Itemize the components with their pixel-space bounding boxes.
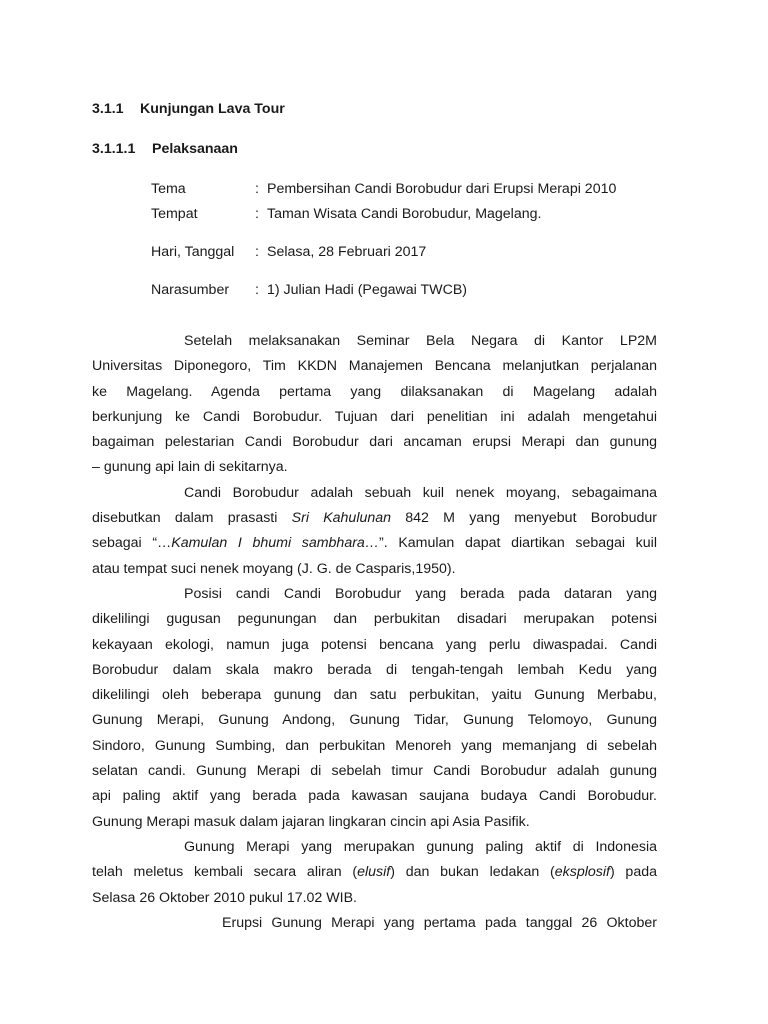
line-text: sebagai “… xyxy=(92,535,172,552)
info-value: Taman Wisata Candi Borobudur, Magelang. xyxy=(267,206,542,222)
line-text: ) pada xyxy=(609,864,657,881)
paragraph-line: Sindoro, Gunung Sumbing, dan perbukitan Menoreh yang memanjang di sebelah xyxy=(92,737,657,754)
info-label: Narasumber xyxy=(151,282,230,298)
line-text: ”. Kamulan dapat diartikan sebagai kuil xyxy=(379,535,657,552)
section-heading-3-1-1 xyxy=(92,101,285,117)
paragraph-line: dikelilingi gugusan pegunungan dan perbukitan disadari merupakan potensi xyxy=(92,611,657,628)
info-label: Tempat xyxy=(151,206,198,222)
info-separator: : xyxy=(255,244,259,260)
info-row-tempat xyxy=(151,206,541,222)
paragraph-line: dikelilingi oleh beberapa gunung dan satu perbukitan, yaitu Gunung Merbabu, xyxy=(92,687,657,704)
paragraph-line: Setelah melaksanakan Seminar Bela Negara di Kantor LP2M xyxy=(184,333,657,349)
paragraph-line xyxy=(92,531,657,556)
paragraph-line: Erupsi Gunung Merapi yang pertama pada tanggal 26 Oktober xyxy=(222,914,657,931)
paragraph-line: Posisi candi Candi Borobudur yang berada pada dataran yang xyxy=(184,585,657,602)
paragraph-line: Candi Borobudur adalah sebuah kuil nenek moyang, sebagaimana xyxy=(184,484,657,501)
italic-term: elusif xyxy=(357,864,391,881)
info-row-tema xyxy=(151,181,616,197)
paragraph-line: atau tempat suci nenek moyang (J. G. de Casparis,1950). xyxy=(92,560,456,577)
section-number: 3.1.1.1 xyxy=(92,141,136,157)
info-row-hari-tanggal xyxy=(151,244,426,260)
paragraph-line: api paling aktif yang berada pada kawasan saujana budaya Candi Borobudur. xyxy=(92,788,657,805)
paragraph-line: – gunung api lain di sekitarnya. xyxy=(92,459,288,476)
paragraph-line: bagaiman pelestarian Candi Borobudur dari ancaman erupsi Merapi dan gunung xyxy=(92,434,657,451)
paragraph-line: selatan candi. Gunung Merapi di sebelah timur Candi Borobudur adalah gunung xyxy=(92,763,657,780)
info-label: Hari, Tanggal xyxy=(151,244,235,260)
paragraph-line xyxy=(92,860,657,885)
paragraph-line: berkunjung ke Candi Borobudur. Tujuan dari penelitian ini adalah mengetahui xyxy=(92,408,657,425)
info-label: Tema xyxy=(151,181,186,197)
paragraph-line: Gunung Merapi masuk dalam jajaran lingkaran cincin api Asia Pasifik. xyxy=(92,813,530,830)
paragraph-line: Borobudur dalam skala makro berada di tengah-tengah lembah Kedu yang xyxy=(92,661,657,678)
section-number: 3.1.1 xyxy=(92,101,124,117)
line-text: telah meletus kembali secara aliran ( xyxy=(92,864,358,881)
line-text: 842 M yang menyebut Borobudur xyxy=(391,510,657,527)
section-title: Pelaksanaan xyxy=(152,141,238,157)
info-row-narasumber xyxy=(151,282,467,298)
section-heading-3-1-1-1 xyxy=(92,141,238,157)
paragraph-line: Gunung Merapi, Gunung Andong, Gunung Tidar, Gunung Telomoyo, Gunung xyxy=(92,712,657,729)
body-text xyxy=(92,329,657,936)
info-value: Selasa, 28 Februari 2017 xyxy=(267,244,427,260)
paragraph-line: ke Magelang. Agenda pertama yang dilaksanakan di Magelang adalah xyxy=(92,383,657,400)
info-separator: : xyxy=(255,181,259,197)
info-separator: : xyxy=(255,282,259,298)
line-text: ) dan bukan ledakan ( xyxy=(390,864,555,881)
italic-inscription-name: Sri Kahulunan xyxy=(291,510,392,527)
italic-term: eksplosif xyxy=(554,864,610,881)
italic-quotation: Kamulan I bhumi sambhara… xyxy=(171,535,380,552)
paragraph-line: kekayaan ekologi, namun juga potensi bencana yang perlu diwaspadai. Candi xyxy=(92,636,657,653)
line-text: disebutkan dalam prasasti xyxy=(92,510,292,527)
info-separator: : xyxy=(255,206,259,222)
section-title: Kunjungan Lava Tour xyxy=(140,101,285,117)
paragraph-line: Selasa 26 Oktober 2010 pukul 17.02 WIB. xyxy=(92,889,357,906)
paragraph-line xyxy=(92,506,657,531)
info-value: 1) Julian Hadi (Pegawai TWCB) xyxy=(267,282,468,298)
paragraph-line: Gunung Merapi yang merupakan gunung paling aktif di Indonesia xyxy=(184,838,657,855)
paragraph-line: Universitas Diponegoro, Tim KKDN Manajemen Bencana melanjutkan perjalanan xyxy=(92,358,657,375)
info-value: Pembersihan Candi Borobudur dari Erupsi Merapi 2010 xyxy=(267,181,617,197)
